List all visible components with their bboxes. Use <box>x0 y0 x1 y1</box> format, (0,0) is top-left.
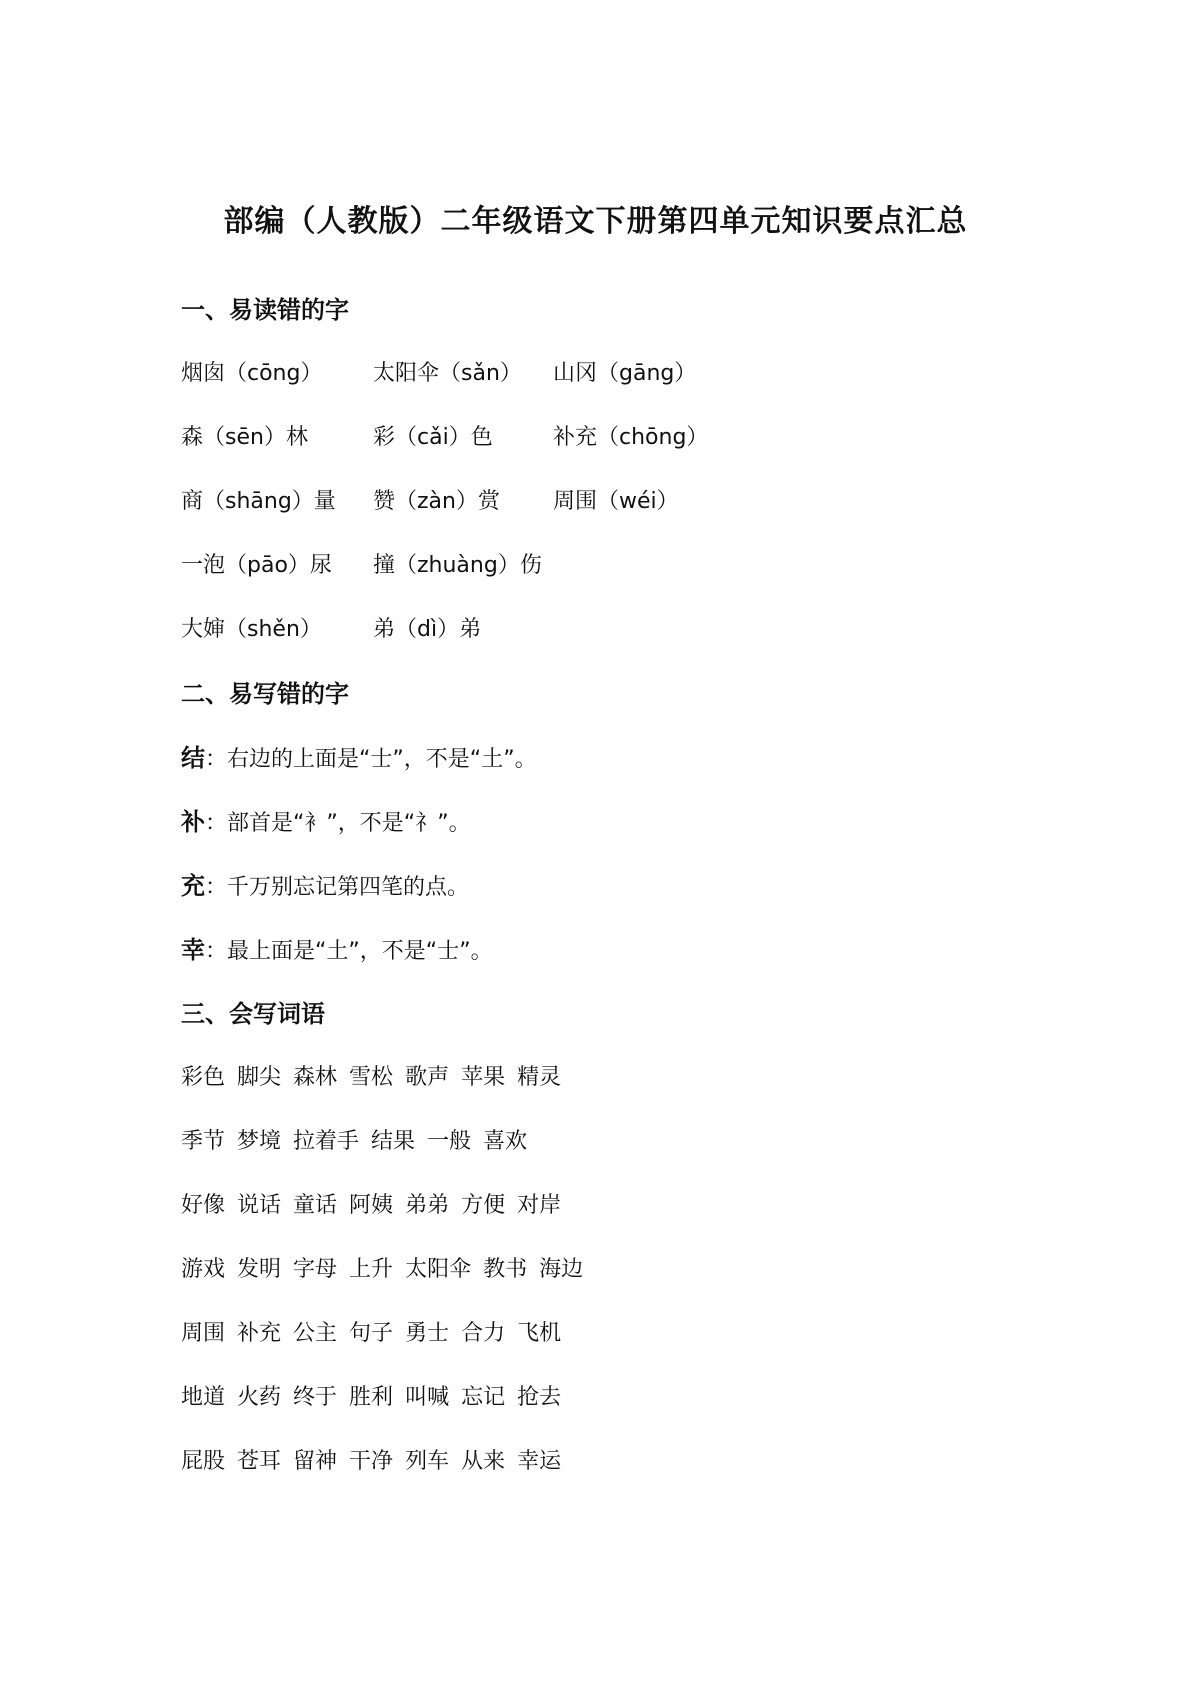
vocab-word: 上升 <box>349 1257 394 1282</box>
reading-row <box>181 534 1081 598</box>
vocab-word: 句子 <box>349 1321 394 1346</box>
vocab-word: 火药 <box>237 1385 282 1410</box>
vocab-word: 勇士 <box>405 1321 450 1346</box>
vocab-word: 苍耳 <box>237 1449 282 1474</box>
vocab-word: 胜利 <box>349 1385 394 1410</box>
vocab-word: 游戏 <box>181 1257 226 1282</box>
vocab-word: 合力 <box>461 1321 506 1346</box>
writing-note: ：最上面是“土”，不是“士”。 <box>205 939 493 964</box>
vocab-word: 叫喊 <box>405 1385 450 1410</box>
writing-item <box>181 854 1081 918</box>
reading-item: 补充（chōng） <box>553 425 709 450</box>
vocab-word: 歌声 <box>405 1065 450 1090</box>
vocab-word: 一般 <box>427 1129 472 1154</box>
vocab-word: 结果 <box>371 1129 416 1154</box>
section-heading-reading: 一、易读错的字 <box>181 296 349 324</box>
reading-row <box>181 406 1081 470</box>
word-row <box>181 1302 1081 1366</box>
vocab-word: 喜欢 <box>483 1129 528 1154</box>
vocab-word: 干净 <box>349 1449 394 1474</box>
writing-char: 幸 <box>181 936 205 964</box>
reading-row <box>181 470 1081 534</box>
writing-note: ：千万别忘记第四笔的点。 <box>205 875 470 900</box>
vocab-word: 留神 <box>293 1449 338 1474</box>
writing-char: 充 <box>181 872 205 900</box>
page-title: 部编（人教版）二年级语文下册第四单元知识要点汇总 <box>223 204 968 239</box>
vocab-word: 忘记 <box>461 1385 506 1410</box>
vocab-word: 列车 <box>405 1449 450 1474</box>
vocab-word: 彩色 <box>181 1065 226 1090</box>
vocab-word: 精灵 <box>517 1065 562 1090</box>
vocab-word: 梦境 <box>237 1129 282 1154</box>
reading-item: 商（shāng）量 <box>181 489 336 514</box>
vocab-word: 拉着手 <box>293 1129 360 1154</box>
vocab-word: 从来 <box>461 1449 506 1474</box>
reading-item: 一泡（pāo）尿 <box>181 553 332 578</box>
word-row <box>181 1046 1081 1110</box>
reading-item: 烟囱（cōng） <box>181 361 323 386</box>
vocab-word: 方便 <box>461 1193 506 1218</box>
vocab-word: 补充 <box>237 1321 282 1346</box>
writing-char: 补 <box>181 808 205 836</box>
vocab-word: 周围 <box>181 1321 226 1346</box>
reading-item: 撞（zhuàng）伤 <box>373 553 542 578</box>
vocab-word: 抢去 <box>517 1385 562 1410</box>
vocab-word: 森林 <box>293 1065 338 1090</box>
reading-item: 彩（cǎi）色 <box>373 425 493 450</box>
vocab-word: 终于 <box>293 1385 338 1410</box>
vocab-word: 苹果 <box>461 1065 506 1090</box>
vocab-word: 海边 <box>539 1257 584 1282</box>
writing-char: 结 <box>181 744 205 772</box>
reading-item: 森（sēn）林 <box>181 425 308 450</box>
vocab-word: 弟弟 <box>405 1193 450 1218</box>
word-row <box>181 1430 1081 1494</box>
reading-item: 大婶（shěn） <box>181 617 322 642</box>
reading-item: 山冈（gāng） <box>553 361 697 386</box>
vocab-word: 幸运 <box>517 1449 562 1474</box>
writing-item <box>181 726 1081 790</box>
vocab-word: 说话 <box>237 1193 282 1218</box>
word-row <box>181 1366 1081 1430</box>
vocab-word: 屁股 <box>181 1449 226 1474</box>
vocab-word: 好像 <box>181 1193 226 1218</box>
vocab-word: 阿姨 <box>349 1193 394 1218</box>
vocab-word: 飞机 <box>517 1321 562 1346</box>
vocab-word: 童话 <box>293 1193 338 1218</box>
word-row <box>181 1174 1081 1238</box>
reading-item: 赞（zàn）赏 <box>373 489 500 514</box>
vocab-word: 雪松 <box>349 1065 394 1090</box>
vocab-word: 发明 <box>237 1257 282 1282</box>
word-row <box>181 1110 1081 1174</box>
word-row <box>181 1238 1081 1302</box>
reading-item: 太阳伞（sǎn） <box>373 361 522 386</box>
writing-item <box>181 918 1081 982</box>
section-heading-words: 三、会写词语 <box>181 1000 325 1028</box>
vocab-word: 字母 <box>293 1257 338 1282</box>
vocab-word: 地道 <box>181 1385 226 1410</box>
reading-item: 弟（dì）弟 <box>373 617 482 642</box>
writing-note: ：右边的上面是“士”，不是“土”。 <box>205 747 537 772</box>
reading-item: 周围（wéi） <box>553 489 679 514</box>
vocab-word: 教书 <box>483 1257 528 1282</box>
section-heading-writing: 二、易写错的字 <box>181 680 349 708</box>
vocab-word: 季节 <box>181 1129 226 1154</box>
writing-item <box>181 790 1081 854</box>
vocab-word: 太阳伞 <box>405 1257 472 1282</box>
document-content <box>181 278 1081 1494</box>
writing-note: ：部首是“衤”，不是“礻”。 <box>205 811 471 836</box>
vocab-word: 对岸 <box>517 1193 562 1218</box>
vocab-word: 公主 <box>293 1321 338 1346</box>
reading-row <box>181 598 1081 662</box>
vocab-word: 脚尖 <box>237 1065 282 1090</box>
reading-row <box>181 342 1081 406</box>
